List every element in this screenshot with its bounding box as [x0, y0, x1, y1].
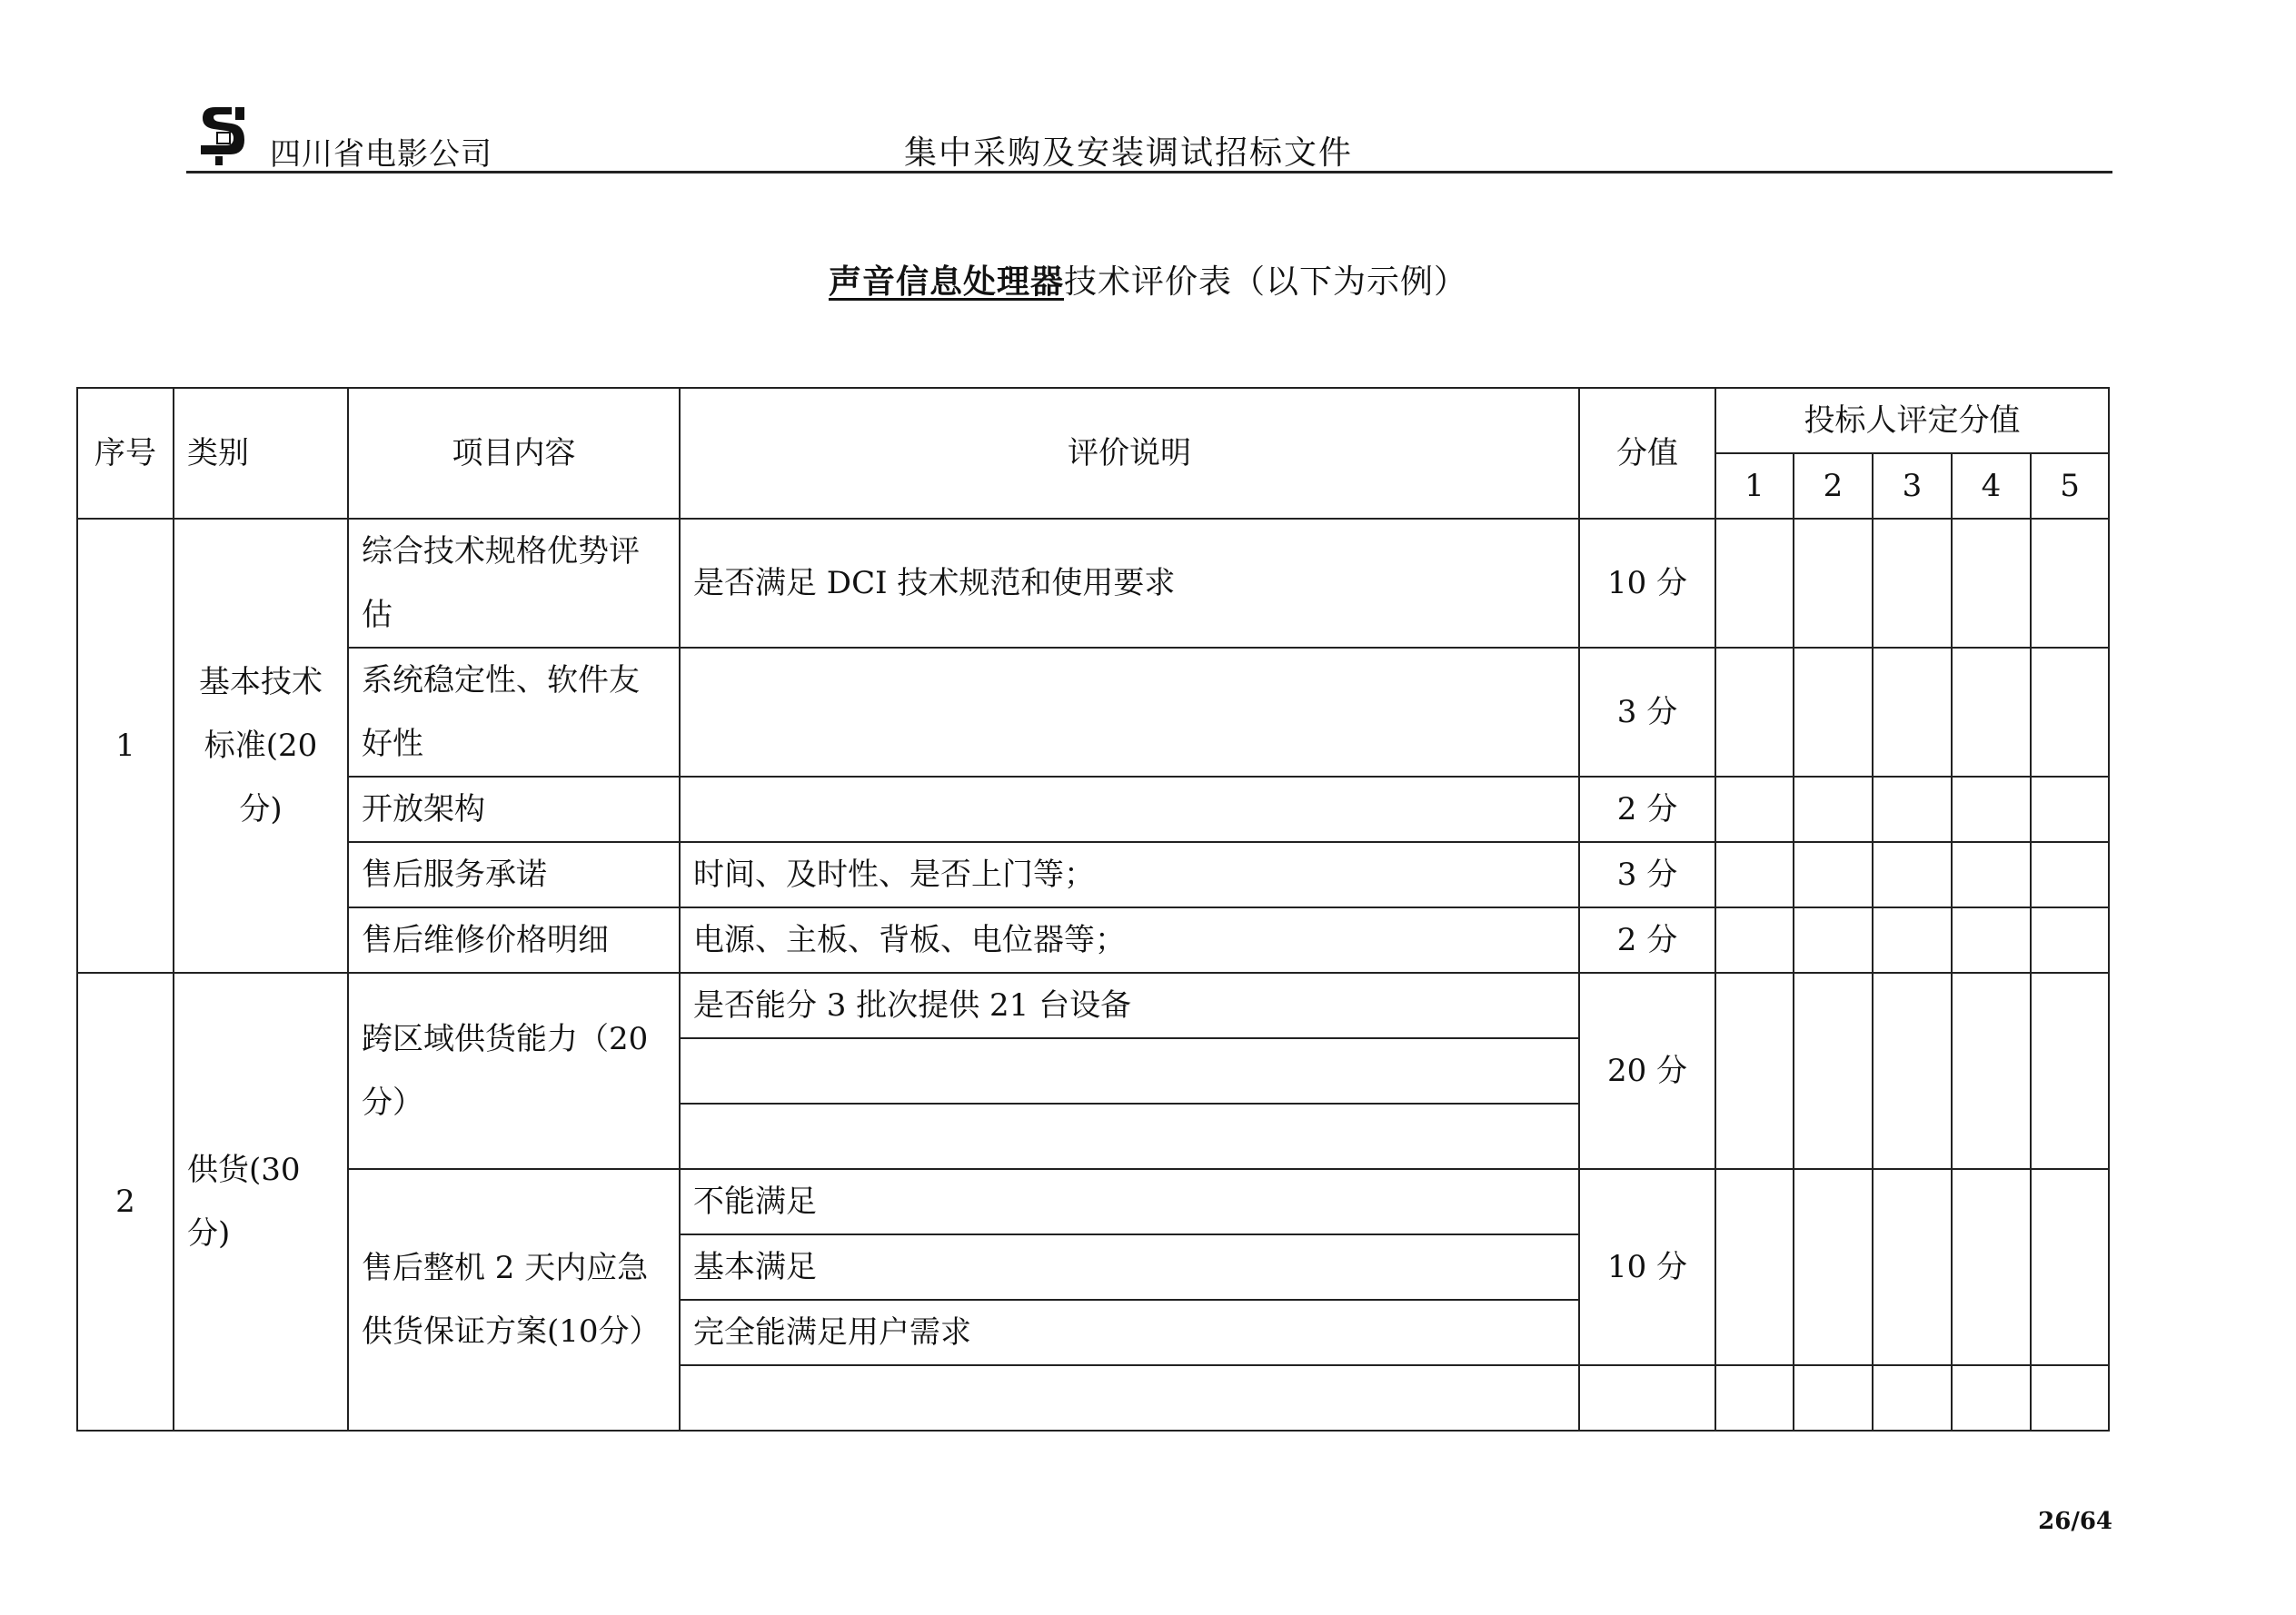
description-cell: [680, 1038, 1579, 1104]
document-title: 集中采购及安装调试招标文件: [904, 134, 1354, 172]
bidder-score-cell[interactable]: [1952, 907, 2031, 973]
table-row: [77, 1169, 2109, 1234]
bidder-score-cell[interactable]: [1952, 1169, 2031, 1365]
header-seq: 序号: [77, 388, 174, 519]
bidder-score-cell[interactable]: [1952, 842, 2031, 907]
header-bidder-4: 4: [1952, 453, 2031, 519]
bidder-score-cell[interactable]: [1715, 1365, 1794, 1431]
item-cell: 售后整机 2 天内应急供货保证方案(10分）: [348, 1169, 680, 1431]
item-cell: 售后维修价格明细: [348, 907, 680, 973]
score-cell: 3 分: [1579, 842, 1715, 907]
bidder-score-cell[interactable]: [1794, 1365, 1873, 1431]
page-number: 26/64: [2038, 1508, 2112, 1535]
bidder-score-cell[interactable]: [2031, 648, 2109, 777]
category-cell: 基本技术标准(20分): [174, 519, 348, 973]
bidder-score-cell[interactable]: [1873, 648, 1952, 777]
item-cell: 开放架构: [348, 777, 680, 842]
header-bidder-2: 2: [1794, 453, 1873, 519]
description-cell: [680, 648, 1579, 777]
bidder-score-cell[interactable]: [1794, 777, 1873, 842]
bidder-score-cell[interactable]: [1952, 648, 2031, 777]
score-cell: 10 分: [1579, 1169, 1715, 1365]
bidder-score-cell[interactable]: [2031, 907, 2109, 973]
bidder-score-cell[interactable]: [1873, 907, 1952, 973]
category-cell: 供货(30分): [174, 973, 348, 1431]
bidder-score-cell[interactable]: [1715, 777, 1794, 842]
header-bidder-5: 5: [2031, 453, 2109, 519]
description-cell: 是否满足 DCI 技术规范和使用要求: [680, 519, 1579, 648]
header-item: 项目内容: [348, 388, 680, 519]
score-cell: 20 分: [1579, 973, 1715, 1169]
seq-cell: 2: [77, 973, 174, 1431]
bidder-score-cell[interactable]: [1873, 842, 1952, 907]
bidder-score-cell[interactable]: [1794, 519, 1873, 648]
table-row: [77, 648, 2109, 777]
bidder-score-cell[interactable]: [1873, 519, 1952, 648]
company-logo-icon: [195, 104, 252, 167]
table-header-row: [77, 388, 2109, 453]
description-cell: 时间、及时性、是否上门等；: [680, 842, 1579, 907]
bidder-score-cell[interactable]: [1715, 1169, 1794, 1365]
header-category: 类别: [174, 388, 348, 519]
description-cell: 是否能分 3 批次提供 21 台设备: [680, 973, 1579, 1038]
evaluation-table: [76, 387, 2110, 1432]
table-row: [77, 777, 2109, 842]
header-description: 评价说明: [680, 388, 1579, 519]
bidder-score-cell[interactable]: [1794, 1169, 1873, 1365]
bidder-score-cell[interactable]: [1873, 973, 1952, 1169]
bidder-score-cell[interactable]: [1952, 1365, 2031, 1431]
description-cell: [680, 777, 1579, 842]
description-cell: 电源、主板、背板、电位器等；: [680, 907, 1579, 973]
bidder-score-cell[interactable]: [2031, 1365, 2109, 1431]
bidder-score-cell[interactable]: [1715, 907, 1794, 973]
item-cell: 综合技术规格优势评估: [348, 519, 680, 648]
score-cell: [1579, 1365, 1715, 1431]
table-row: [77, 842, 2109, 907]
bidder-score-cell[interactable]: [1794, 907, 1873, 973]
page-header: [186, 100, 2112, 173]
bidder-score-cell[interactable]: [1794, 973, 1873, 1169]
bidder-score-cell[interactable]: [2031, 842, 2109, 907]
bidder-score-cell[interactable]: [1952, 973, 2031, 1169]
bidder-score-cell[interactable]: [2031, 777, 2109, 842]
bidder-score-cell[interactable]: [1873, 1365, 1952, 1431]
table-title: [0, 256, 2296, 302]
header-bidder-1: 1: [1715, 453, 1794, 519]
header-bidder-score: 投标人评定分值: [1715, 388, 2109, 453]
score-cell: 10 分: [1579, 519, 1715, 648]
bidder-score-cell[interactable]: [1952, 519, 2031, 648]
company-name: 四川省电影公司: [270, 136, 492, 173]
bidder-score-cell[interactable]: [1952, 777, 2031, 842]
bidder-score-cell[interactable]: [1873, 777, 1952, 842]
table-title-product: 声音信息处理器: [828, 263, 1064, 301]
description-cell: [680, 1365, 1579, 1431]
bidder-score-cell[interactable]: [1715, 842, 1794, 907]
description-cell: 基本满足: [680, 1234, 1579, 1300]
description-cell: [680, 1104, 1579, 1169]
table-row: [77, 973, 2109, 1038]
item-cell: 系统稳定性、软件友好性: [348, 648, 680, 777]
score-cell: 2 分: [1579, 777, 1715, 842]
description-cell: 不能满足: [680, 1169, 1579, 1234]
bidder-score-cell[interactable]: [1715, 648, 1794, 777]
bidder-score-cell[interactable]: [1715, 973, 1794, 1169]
table-row: [77, 907, 2109, 973]
bidder-score-cell[interactable]: [2031, 973, 2109, 1169]
table-title-rest: 技术评价表（以下为示例）: [1064, 263, 1468, 301]
header-score: 分值: [1579, 388, 1715, 519]
bidder-score-cell[interactable]: [1873, 1169, 1952, 1365]
description-cell: 完全能满足用户需求: [680, 1300, 1579, 1365]
bidder-score-cell[interactable]: [1794, 842, 1873, 907]
item-cell: 跨区域供货能力（20分）: [348, 973, 680, 1169]
bidder-score-cell[interactable]: [1794, 648, 1873, 777]
score-cell: 2 分: [1579, 907, 1715, 973]
bidder-score-cell[interactable]: [1715, 519, 1794, 648]
item-cell: 售后服务承诺: [348, 842, 680, 907]
bidder-score-cell[interactable]: [2031, 519, 2109, 648]
seq-cell: 1: [77, 519, 174, 973]
header-bidder-3: 3: [1873, 453, 1952, 519]
score-cell: 3 分: [1579, 648, 1715, 777]
bidder-score-cell[interactable]: [2031, 1169, 2109, 1365]
table-row: [77, 519, 2109, 648]
